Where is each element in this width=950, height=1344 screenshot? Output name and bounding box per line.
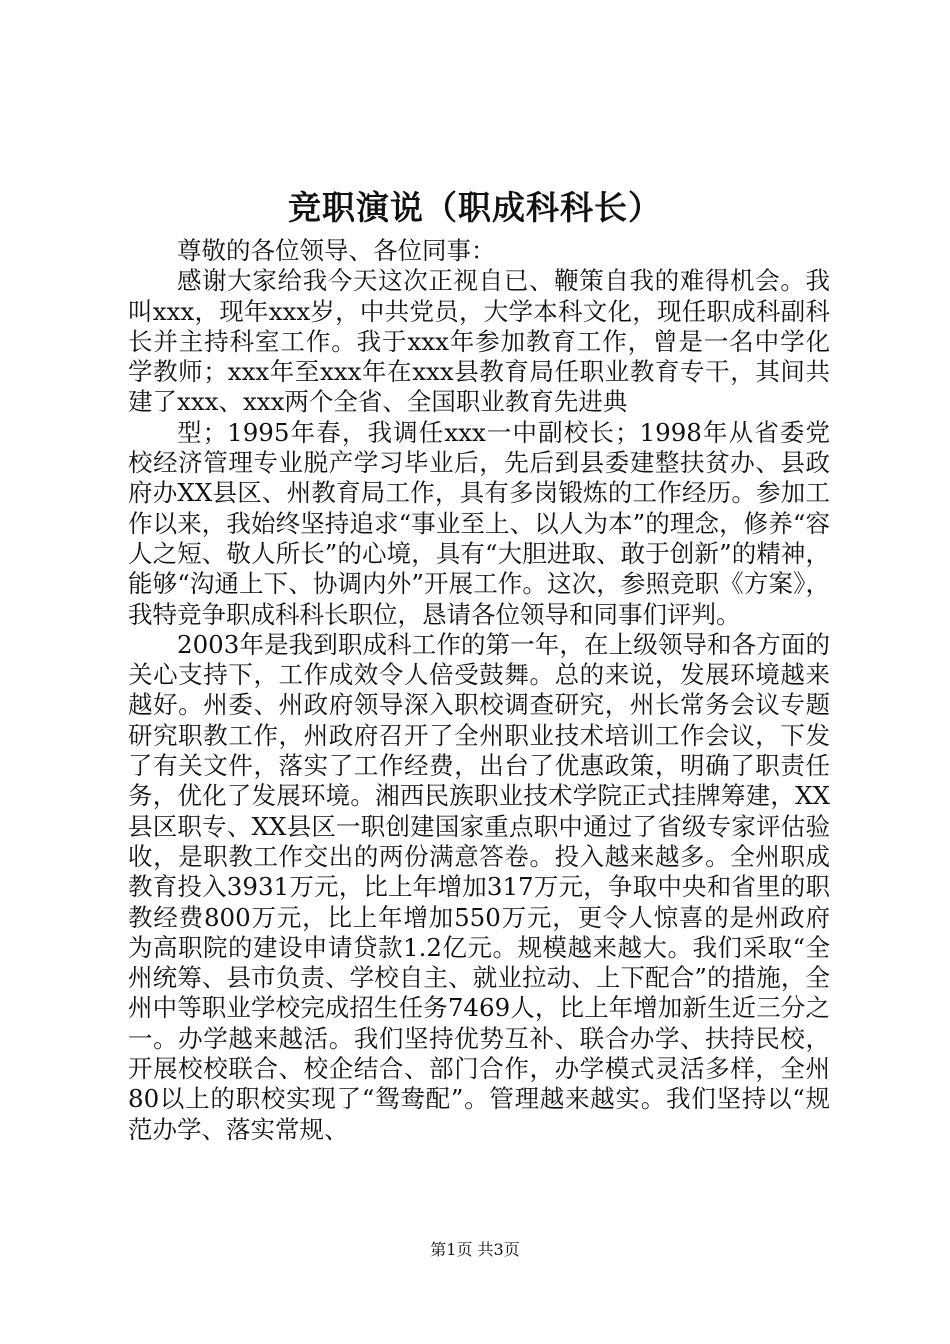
salutation-paragraph: 尊敬的各位领导、各位同事： xyxy=(177,236,496,265)
intro-paragraph: 感谢大家给我今天这次正视自已、鞭策自我的难得机会。我叫xxx，现年xxx岁，中共党员，大学本科文化，现任职成科副科长并主持科室工作。我于xxx年参加教育工作，曾是一名中学化学教师；xxx年至xxx年在xxx县教育局任职业教育专干，其间共建了xxx、xxx两个全省、全国职业教育先进典 xyxy=(128,266,830,417)
document-title: 竞职演说（职成科科长） xyxy=(288,188,662,227)
experience-paragraph: 型；1995年春，我调任xxx一中副校长；1998年从省委党校经济管理专业脱产学习毕业后，先后到县委建整扶贫办、县政府办XX县区、州教育局工作，具有多岗锻炼的工作经历。参加工作以来，我始终坚持追求“事业至上、以人为本”的理念，修养“容人之短、敬人所长”的心境，具有“大胆进取、敢于创新”的精神，能够“沟通上下、协调内外”开展工作。这次，参照竞职《方案》，我特竞争职成科科长职位，恳请各位领导和同事们评判。 xyxy=(128,417,830,629)
achievements-paragraph: 2003年是我到职成科工作的第一年，在上级领导和各方面的关心支持下，工作成效令人倍受鼓舞。总的来说，发展环境越来越好。州委、州政府领导深入职校调查研究，州长常务会议专题研究职教工作，州政府召开了全州职业技术培训工作会议，下发了有关文件，落实了工作经费，出台了优惠政策，明确了职责任务，优化了发展环境。湘西民族职业技术学院正式挂牌筹建，XX县区职专、XX县区一职创建国家重点职中通过了省级专家评估验收，是职教工作交出的两份满意答卷。投入越来越多。全州职成教育投入3931万元，比上年增加317万元，争取中央和省里的职教经费800万元，比上年增加550万元，更令人惊喜的是州政府为高职院的建设申请贷款1.2亿元。规模越来越大。我们采取“全州统筹、县市负责、学校自主、就业拉动、上下配合”的措施，全州中等职业学校完成招生任务7469人，比上年增加新生近三分之一。办学越来越活。我们坚持优势互补、联合办学、扶持民校，开展校校联合、校企结合、部门合作，办学模式灵活多样，全州80以上的职校实现了“鸳鸯配”。管理越来越实。我们坚持以“规范办学、落实常规、 xyxy=(128,629,830,1144)
page-footer: 第1页 共3页 xyxy=(430,1240,520,1259)
document-body xyxy=(128,236,830,1145)
